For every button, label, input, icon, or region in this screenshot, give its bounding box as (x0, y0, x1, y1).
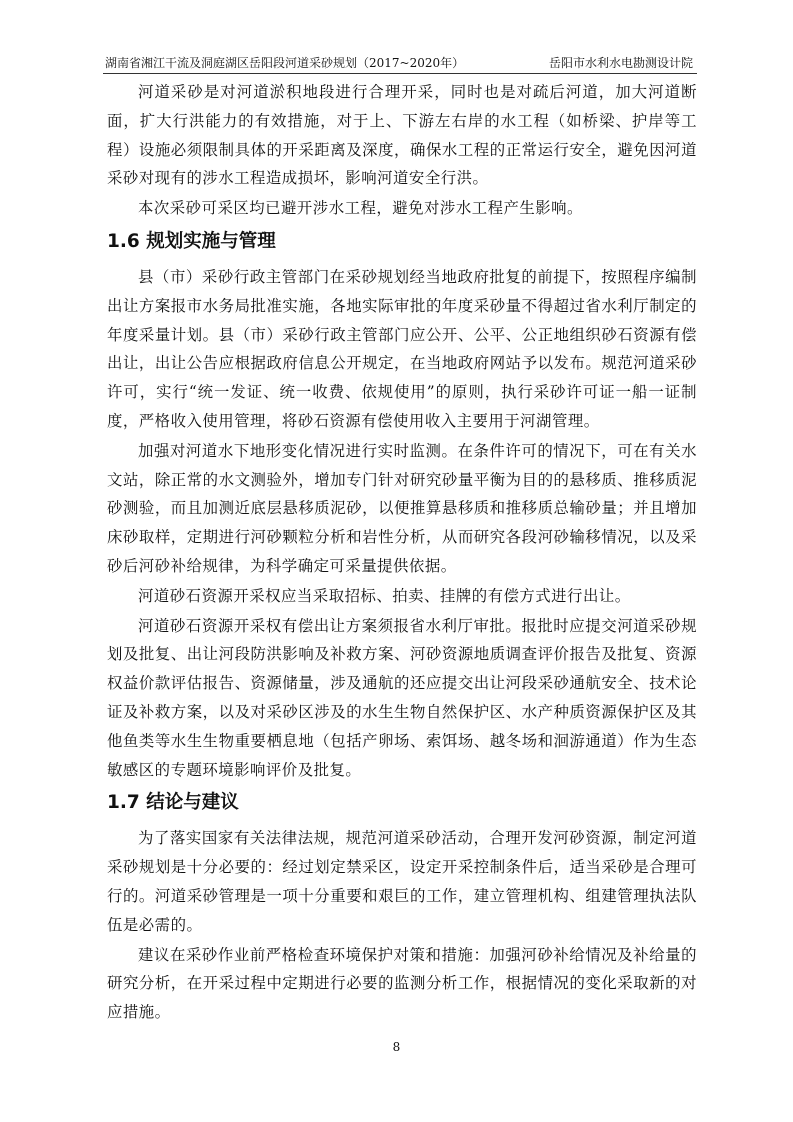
intro-paragraph-1: 河道采砂是对河道淤积地段进行合理开采，同时也是对疏后河道，加大河道断面，扩大行洪能力的有效措施，对于上、下游左右岸的水工程（如桥梁、护岸等工程）设施必须限制具体的开采距离及深度，确保水工程的正常运行安全，避免因河道采砂对现有的涉水工程造成损坏，影响河道安全行洪。 (107, 83, 697, 188)
page-number: 8 (392, 1040, 401, 1054)
section-1-6-paragraph-1: 县（市）采砂行政主管部门在采砂规划经当地政府批复的前提下，按照程序编制出让方案报市水务局批准实施，各地实际审批的年度采砂量不得超过省水利厅制定的年度采量计划。县（市）采砂行政主管部门应公开、公平、公正地组织砂石资源有偿出让，出让公告应根据政府信息公开规定，在当地政府网站予以发布。规范河道采砂许可，实行“统一发证、统一收费、依规使用”的原则，执行采砂许可证一船一证制度，严格收入使用管理，将砂石资源有偿使用收入主要用于河湖管理。 (107, 267, 697, 430)
section-1-6-paragraph-2: 加强对河道水下地形变化情况进行实时监测。在条件许可的情况下，可在有关水文站，除正常的水文测验外，增加专门针对研究砂量平衡为目的的悬移质、推移质泥砂测验，而且加测近底层悬移质泥砂，以便推算悬移质和推移质总输砂量；并且增加床砂取样，定期进行河砂颗粒分析和岩性分析，从而研究各段河砂输移情况，以及采砂后河砂补给规律，为科学确定可采量提供依据。 (107, 441, 697, 575)
header-organization: 岳阳市水利水电勘测设计院 (548, 56, 693, 70)
page-body (107, 78, 697, 1028)
section-heading-1-7: 1.7 结论与建议 (107, 792, 239, 814)
section-1-6-paragraph-4: 河道砂石资源开采权有偿出让方案须报省水利厅审批。报批时应提交河道采砂规划及批复、出让河段防洪影响及补救方案、河砂资源地质调查评价报告及批复、资源权益价款评估报告、资源储量，涉及通航的还应提交出让河段采砂通航安全、技术论证及补救方案，以及对采砂区涉及的水生生物自然保护区、水产种质资源保护区及其他鱼类等水生生物重要栖息地（包括产卵场、索饵场、越冬场和洄游通道）作为生态敏感区的专题环境影响评价及批复。 (107, 616, 697, 779)
section-1-6-paragraph-3: 河道砂石资源开采权应当采取招标、拍卖、挂牌的有偿方式进行出让。 (138, 586, 631, 605)
page-header (103, 53, 697, 74)
intro-paragraph-2: 本次采砂可采区均已避开涉水工程，避免对涉水工程产生影响。 (138, 199, 583, 218)
header-document-title: 湖南省湘江干流及洞庭湖区岳阳段河道采砂规划（2017~2020年） (105, 56, 465, 70)
section-heading-1-6: 1.6 规划实施与管理 (107, 230, 276, 252)
section-1-7-paragraph-1: 为了落实国家有关法律法规，规范河道采砂活动，合理开发河砂资源，制定河道采砂规划是十分必要的：经过划定禁采区，设定开采控制条件后，适当采砂是合理可行的。河道采砂管理是一项十分重要和艰巨的工作，建立管理机构、组建管理执法队伍是必需的。 (107, 829, 697, 934)
section-1-7-paragraph-2: 建议在采砂作业前严格检查环境保护对策和措施：加强河砂补给情况及补给量的研究分析，在开采过程中定期进行必要的监测分析工作，根据情况的变化采取新的对应措施。 (107, 945, 697, 1022)
